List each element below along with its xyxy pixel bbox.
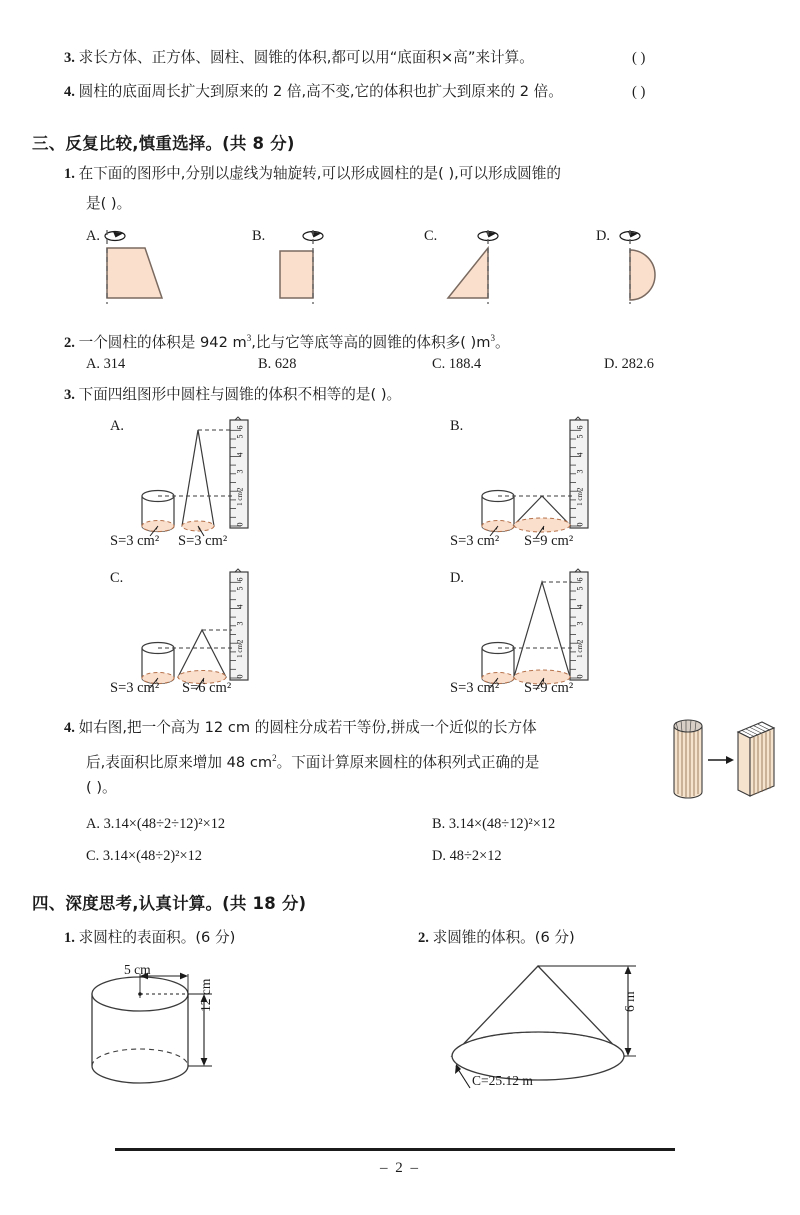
ruler-mark-3-a: 3 [235, 469, 245, 474]
ruler-mark-0-d: 0 [575, 674, 585, 679]
ruler-mark-3-d: 3 [575, 621, 585, 626]
rotation-arrow-icon [105, 232, 125, 241]
tf-item-3-text: 求长方体、正方体、圆柱、圆锥的体积,都可以用“底面积×高”来计算。 [78, 49, 534, 66]
s3-q3-d-cone-label: S=9 cm² [524, 680, 574, 696]
s3-q4-option-d-label: D. [432, 848, 446, 864]
s3-q4-number: 4. [64, 720, 75, 736]
cylinder-shape [482, 643, 514, 684]
s3-q3-a-cylinder-label: S=3 cm² [110, 533, 160, 549]
s3-q2-option-b-value: 628 [274, 356, 297, 372]
s3-q4-line2a: 后,表面积比原来增加 48 cm [86, 753, 273, 771]
s3-q1-option-d-label[interactable]: D. [596, 228, 610, 244]
s4-q2-number: 2. [418, 930, 429, 946]
ruler-mark-3-c: 3 [235, 621, 245, 626]
tf-item-4-text: 圆柱的底面周长扩大到原来的 2 倍,高不变,它的体积也扩大到原来的 2 倍。 [78, 83, 563, 100]
s3-q3-d-cylinder-label: S=3 cm² [450, 680, 500, 696]
s3-q1-line1: 在下面的图形中,分别以虚线为轴旋转,可以形成圆柱的是( ),可以形成圆锥的 [78, 165, 561, 182]
s3-q4-option-b[interactable] [432, 816, 555, 833]
s4-q1 [64, 928, 235, 948]
s3-q4-option-d-expr: 48÷2×12 [449, 848, 502, 864]
ruler-mark-5-d: 5 [575, 586, 585, 591]
cylinder-diameter-label: 5 cm [124, 962, 151, 977]
rotation-figure-triangle [440, 226, 570, 306]
ruler-mark-2-a: 2 [235, 487, 245, 492]
s4-q2-text: 求圆锥的体积。(6 分) [432, 929, 575, 946]
s3-q3-number: 3. [64, 387, 75, 403]
solid-group-c [120, 570, 270, 685]
rotation-figure-trapezoid [100, 226, 230, 306]
s3-q2-option-b-label: B. [258, 356, 272, 372]
cylinder-shape [482, 491, 514, 532]
s3-q4-option-a-label: A. [86, 816, 100, 832]
ruler-mark-2-b: 2 [575, 487, 585, 492]
s3-q2-option-a-label: A. [86, 356, 100, 372]
s3-q2-option-c-label: C. [432, 356, 446, 372]
s3-q4-option-a[interactable] [86, 816, 225, 833]
ruler-mark-0-a: 0 [235, 522, 245, 527]
ruler-mark-2-d: 2 [575, 639, 585, 644]
ruler-mark-4-d: 4 [575, 604, 585, 609]
s3-q1-option-c-label[interactable]: C. [424, 228, 438, 244]
s3-q4-line3[interactable]: ( )。 [86, 779, 117, 796]
s3-q3-group-d-label[interactable]: D. [450, 570, 464, 586]
cone-shape [514, 582, 570, 684]
s3-q4-line2-sup: 2 [272, 753, 277, 763]
cone-measure-figure [430, 952, 670, 1102]
footer-rule [395, 1148, 675, 1151]
s3-q3 [64, 385, 401, 405]
tf-item-3 [64, 48, 534, 68]
striped-cylinder-shape [674, 720, 702, 798]
s3-q2-text-b[interactable]: ,比与它等底等高的圆锥的体积多( )m [251, 333, 491, 351]
cone-shape [182, 430, 214, 531]
tf-item-4-number: 4. [64, 84, 75, 100]
tf-item-3-answer[interactable]: ( ) [632, 50, 646, 66]
s3-q3-text[interactable]: 下面四组图形中圆柱与圆锥的体积不相等的是( )。 [78, 386, 402, 403]
s3-q2-text-a: 一个圆柱的体积是 942 m [78, 333, 247, 351]
solid-group-d [460, 570, 610, 685]
s3-q4-option-b-expr: 3.14×(48÷12)²×12 [448, 816, 556, 832]
ruler-mark-5-b: 5 [575, 434, 585, 439]
s3-q2-option-c[interactable] [432, 356, 481, 373]
section-3-heading: 三、反复比较,慎重选择。(共 8 分) [32, 134, 295, 153]
section-4-heading: 四、深度思考,认真计算。(共 18 分) [32, 894, 307, 913]
rectangular-prism-shape [738, 722, 774, 796]
footer-rule-left [115, 1148, 395, 1151]
ruler-mark-1cm-a: 1 cm [235, 492, 244, 506]
rotation-figure-semicircle [612, 226, 742, 306]
s3-q2-option-d-value: 282.6 [621, 356, 654, 372]
s3-q1-option-a-label[interactable]: A. [86, 228, 100, 244]
ruler-mark-6-c: 6 [235, 577, 245, 582]
s3-q4-option-b-label: B. [432, 816, 446, 832]
cone-shape [452, 966, 624, 1080]
s3-q2-number: 2. [64, 334, 75, 351]
rotation-figure-rectangle [268, 226, 398, 306]
s3-q2-option-a-value: 314 [103, 356, 126, 372]
s3-q3-group-c-label[interactable]: C. [110, 570, 124, 586]
s3-q4-option-c[interactable] [86, 848, 202, 865]
s3-q4-option-d[interactable] [432, 848, 502, 865]
cone-circumference-label: C=25.12 m [472, 1073, 533, 1088]
ruler-mark-1cm-d: 1 cm [575, 644, 584, 658]
ruler-mark-4-a: 4 [235, 452, 245, 457]
ruler-mark-5-c: 5 [235, 586, 245, 591]
cylinder-height-label: 12 cm [198, 978, 213, 1012]
cylinder-shape [142, 491, 174, 532]
ruler-mark-1cm-b: 1 cm [575, 492, 584, 506]
s3-q3-c-cone-label: S=6 cm² [182, 680, 232, 696]
s4-q1-number: 1. [64, 930, 75, 946]
arrow-right-icon [708, 756, 734, 764]
cylinder-shape [142, 643, 174, 684]
s3-q1-option-b-label[interactable]: B. [252, 228, 266, 244]
ruler-mark-0-b: 0 [575, 522, 585, 527]
s4-q2 [418, 928, 575, 948]
s3-q3-b-cone-label: S=9 cm² [524, 533, 574, 549]
ruler-mark-6-d: 6 [575, 577, 585, 582]
ruler-mark-5-a: 5 [235, 434, 245, 439]
s3-q1 [64, 164, 561, 184]
s3-q2-sup-1: 3 [246, 333, 252, 343]
s3-q2-sup-2: 3 [490, 333, 495, 343]
s3-q4-option-c-expr: 3.14×(48÷2)²×12 [102, 848, 203, 864]
s3-q3-a-cone-label: S=3 cm² [178, 533, 228, 549]
s3-q4-line2b: 。下面计算原来圆柱的体积列式正确的是 [276, 753, 540, 771]
ruler-mark-4-b: 4 [575, 452, 585, 457]
s3-q3-group-a-label[interactable]: A. [110, 418, 124, 434]
ruler-mark-3-b: 3 [575, 469, 585, 474]
ruler-mark-1cm-c: 1 cm [235, 644, 244, 658]
s3-q2 [64, 328, 510, 353]
s3-q2-option-c-value: 188.4 [448, 356, 482, 372]
s3-q2-option-d[interactable] [604, 356, 654, 373]
ruler-mark-0-c: 0 [235, 674, 245, 679]
solid-group-b [460, 418, 610, 533]
cylinder-measure-figure [70, 958, 290, 1108]
ruler-mark-4-c: 4 [235, 604, 245, 609]
tf-item-3-number: 3. [64, 50, 75, 66]
s3-q2-option-d-label: D. [604, 356, 618, 372]
solid-group-a [120, 418, 270, 533]
s3-q4-option-a-expr: 3.14×(48÷2÷12)²×12 [103, 816, 226, 832]
s3-q4-line1: 如右图,把一个高为 12 cm 的圆柱分成若干等份,拼成一个近似的长方体 [78, 719, 537, 736]
s4-q1-text: 求圆柱的表面积。(6 分) [78, 929, 236, 946]
page-number: – 2 – [380, 1160, 420, 1176]
cone-shape [514, 496, 570, 532]
s3-q3-c-cylinder-label: S=3 cm² [110, 680, 160, 696]
s3-q2-option-a[interactable] [86, 356, 125, 373]
ruler-mark-2-c: 2 [235, 639, 245, 644]
tf-item-4 [64, 82, 563, 102]
ruler-mark-6-a: 6 [235, 425, 245, 430]
cylinder-to-prism-figure [668, 716, 776, 802]
s3-q4-option-c-label: C. [86, 848, 100, 864]
s3-q3-b-cylinder-label: S=3 cm² [450, 533, 500, 549]
cone-shape [178, 630, 226, 684]
s3-q4-line2 [86, 748, 539, 773]
s3-q1-number: 1. [64, 166, 75, 182]
ruler-mark-6-b: 6 [575, 425, 585, 430]
tf-item-4-answer[interactable]: ( ) [632, 84, 646, 100]
s3-q2-text-c: 。 [494, 333, 510, 351]
s3-q1-line2[interactable]: 是( )。 [86, 195, 132, 212]
s3-q2-option-b[interactable] [258, 356, 296, 373]
s3-q4 [64, 718, 537, 738]
cone-height-label: 6 m [622, 991, 637, 1012]
s3-q3-group-b-label[interactable]: B. [450, 418, 464, 434]
